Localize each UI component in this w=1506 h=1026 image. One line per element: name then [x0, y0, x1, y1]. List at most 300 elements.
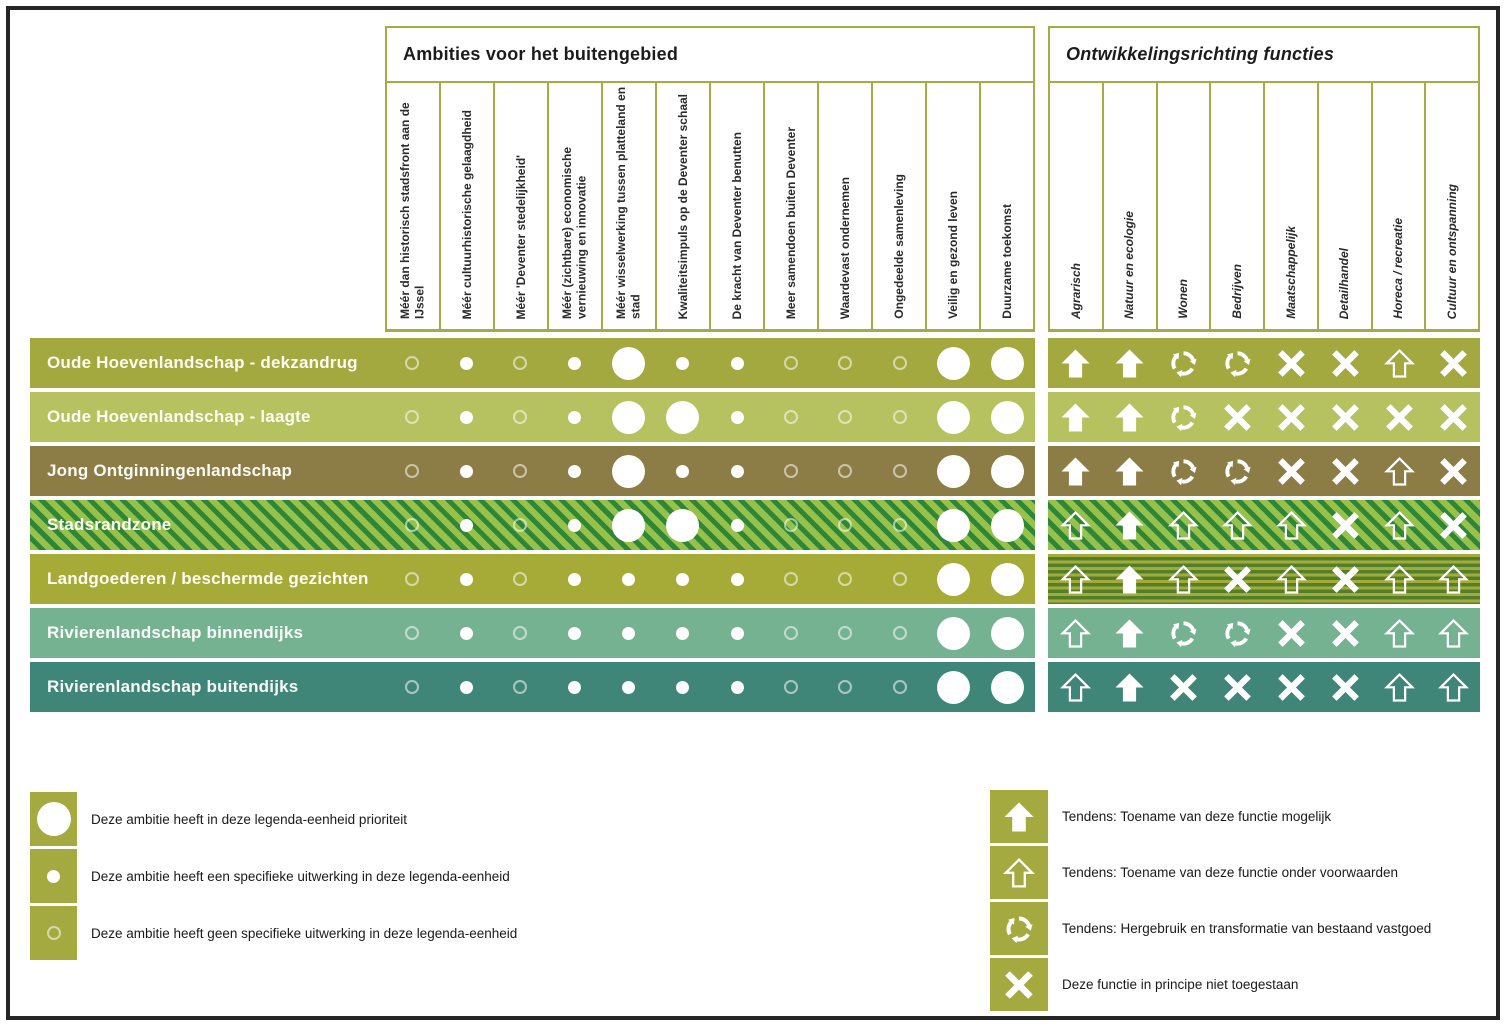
- column-header-label: Bedrijven: [1229, 264, 1244, 319]
- conditional-arrow-icon: [1060, 510, 1091, 541]
- column-header-label: Maatschappelijk: [1283, 226, 1298, 319]
- matrix-cell-function: [1102, 608, 1156, 658]
- no-uitwerking-circle-icon: [893, 464, 907, 478]
- increase-arrow-icon: [1060, 402, 1091, 433]
- increase-arrow-icon: [1114, 618, 1145, 649]
- matrix-cell-function: [1372, 608, 1426, 658]
- priority-circle-icon: [612, 455, 645, 488]
- conditional-arrow-icon: [1384, 564, 1415, 595]
- priority-circle-icon: [991, 671, 1024, 704]
- no-uitwerking-circle-icon: [784, 680, 798, 694]
- specific-circle-icon: [568, 411, 581, 424]
- specific-circle-icon: [731, 357, 744, 370]
- matrix-cell-function: [1210, 338, 1264, 388]
- matrix-cell-ambition: [710, 554, 764, 604]
- row-label: Landgoederen / beschermde gezichten: [47, 569, 369, 588]
- matrix-cell-ambition: [818, 392, 872, 442]
- row-band-functions: [1048, 662, 1480, 712]
- not-allowed-cross-icon: [1438, 348, 1469, 379]
- legend-item: [30, 792, 517, 846]
- row-band-ambitions: [30, 446, 1035, 496]
- no-uitwerking-circle-icon: [513, 464, 527, 478]
- specific-circle-icon: [731, 573, 744, 586]
- reuse-recycle-icon: [1003, 913, 1035, 945]
- priority-circle-icon: [991, 401, 1024, 434]
- legend-item-label: Deze functie in principe niet toegestaan: [1062, 977, 1299, 992]
- matrix-cell-ambition: [656, 338, 710, 388]
- specific-circle-icon: [460, 627, 473, 640]
- matrix-cell-function: [1426, 608, 1480, 658]
- no-uitwerking-circle-icon: [405, 572, 419, 586]
- matrix-cell-ambition: [439, 446, 493, 496]
- matrix-cell-function: [1264, 608, 1318, 658]
- matrix-cell-function: [1048, 608, 1102, 658]
- matrix-cell-function: [1372, 662, 1426, 712]
- matrix-cell-function: [1210, 662, 1264, 712]
- matrix-cell-function: [1156, 608, 1210, 658]
- specific-circle-icon: [676, 357, 689, 370]
- matrix-cell-ambition: [873, 554, 927, 604]
- not-allowed-cross-icon: [1003, 969, 1035, 1001]
- matrix-cell-function: [1102, 554, 1156, 604]
- matrix-cell-ambition: [981, 554, 1035, 604]
- priority-circle-icon: [991, 455, 1024, 488]
- not-allowed-cross-icon: [1276, 456, 1307, 487]
- column-header-label: Natuur en ecologie: [1122, 210, 1137, 319]
- no-uitwerking-circle-icon: [784, 356, 798, 370]
- matrix-cell-function: [1318, 338, 1372, 388]
- specific-circle-icon: [568, 519, 581, 532]
- priority-circle-icon: [937, 617, 970, 650]
- column-header-label: Méér dan historisch stadsfront aan de IJssel: [398, 102, 427, 319]
- row-band-ambitions: [30, 662, 1035, 712]
- legend-item: [30, 906, 517, 960]
- matrix-cell-ambition: [710, 338, 764, 388]
- conditional-arrow-icon: [1276, 510, 1307, 541]
- matrix-cell-ambition: [764, 608, 818, 658]
- priority-circle-icon: [666, 401, 699, 434]
- legend-item-label: Deze ambitie heeft in deze legenda-eenheid prioriteit: [91, 811, 407, 827]
- matrix-cell-ambition: [493, 338, 547, 388]
- no-uitwerking-circle-icon: [838, 410, 852, 424]
- column-header-label: Méér (zichtbare) economische vernieuwing en innovatie: [560, 146, 589, 319]
- reuse-recycle-icon: [1168, 456, 1199, 487]
- row-band-functions: [1048, 392, 1480, 442]
- column-header-label: Méér wisselwerking tussen platteland en stad: [614, 86, 643, 319]
- matrix-cell-function: [1318, 608, 1372, 658]
- legend-swatch: [990, 846, 1048, 899]
- legend-swatch: [30, 792, 77, 846]
- matrix-cell-ambition: [764, 392, 818, 442]
- specific-circle-icon: [460, 573, 473, 586]
- matrix-cell-function: [1264, 338, 1318, 388]
- matrix-cell-ambition: [818, 608, 872, 658]
- legend-item-label: Deze ambitie heeft een specifieke uitwerking in deze legenda-eenheid: [91, 868, 510, 884]
- matrix-cell-function: [1318, 500, 1372, 550]
- matrix-cell-ambition: [602, 392, 656, 442]
- matrix-cell-function: [1102, 392, 1156, 442]
- increase-arrow-icon: [1114, 456, 1145, 487]
- matrix-cell-function: [1426, 392, 1480, 442]
- matrix-cell-ambition: [385, 662, 439, 712]
- matrix-cell-function: [1426, 500, 1480, 550]
- no-uitwerking-circle-icon: [784, 464, 798, 478]
- matrix-cell-function: [1048, 554, 1102, 604]
- no-uitwerking-circle-icon: [405, 410, 419, 424]
- specific-circle-icon: [568, 357, 581, 370]
- specific-circle-icon: [676, 627, 689, 640]
- specific-circle-icon: [47, 870, 60, 883]
- matrix-cell-ambition: [602, 500, 656, 550]
- specific-circle-icon: [622, 627, 635, 640]
- increase-arrow-icon: [1003, 801, 1035, 833]
- legend-item-label: Tendens: Toename van deze functie mogelijk: [1062, 809, 1332, 824]
- legend-swatch: [30, 849, 77, 903]
- matrix-cell-function: [1048, 662, 1102, 712]
- matrix-cell-function: [1156, 662, 1210, 712]
- no-uitwerking-circle-icon: [784, 410, 798, 424]
- column-header-label: Veilig en gezond leven: [945, 190, 960, 319]
- row-band-ambitions: [30, 608, 1035, 658]
- specific-circle-icon: [731, 465, 744, 478]
- matrix-cell-ambition: [602, 662, 656, 712]
- conditional-arrow-icon: [1384, 348, 1415, 379]
- matrix-cell-function: [1156, 446, 1210, 496]
- row-band-ambitions: [30, 338, 1035, 388]
- matrix-cell-ambition: [548, 554, 602, 604]
- matrix-cell-ambition: [602, 446, 656, 496]
- matrix-cell-function: [1426, 662, 1480, 712]
- matrix-cell-ambition: [656, 608, 710, 658]
- priority-circle-icon: [991, 509, 1024, 542]
- not-allowed-cross-icon: [1330, 510, 1361, 541]
- matrix-cell-function: [1156, 338, 1210, 388]
- legend-item: [30, 849, 517, 903]
- row-band-ambitions: [30, 392, 1035, 442]
- row-band-functions: [1048, 338, 1480, 388]
- column-header-label: Meer samendoen buiten Deventer: [783, 126, 798, 319]
- matrix-cell-ambition: [710, 500, 764, 550]
- matrix-cell-ambition: [981, 662, 1035, 712]
- matrix-cell-function: [1372, 392, 1426, 442]
- row-label: Rivierenlandschap binnendijks: [47, 623, 304, 642]
- matrix-cell-ambition: [493, 662, 547, 712]
- reuse-recycle-icon: [1222, 348, 1253, 379]
- matrix-cell-function: [1372, 554, 1426, 604]
- matrix-cell-ambition: [927, 392, 981, 442]
- row-band-ambitions: [30, 554, 1035, 604]
- specific-circle-icon: [568, 681, 581, 694]
- matrix-cell-ambition: [439, 392, 493, 442]
- matrix-cell-ambition: [493, 554, 547, 604]
- reuse-recycle-icon: [1168, 402, 1199, 433]
- legend-swatch: [990, 958, 1048, 1011]
- matrix-cell-ambition: [385, 608, 439, 658]
- conditional-arrow-icon: [1384, 510, 1415, 541]
- priority-circle-icon: [937, 671, 970, 704]
- no-uitwerking-circle-icon: [47, 926, 61, 940]
- no-uitwerking-circle-icon: [784, 518, 798, 532]
- matrix-cell-function: [1318, 662, 1372, 712]
- specific-circle-icon: [731, 411, 744, 424]
- matrix-cell-ambition: [927, 500, 981, 550]
- no-uitwerking-circle-icon: [838, 464, 852, 478]
- matrix-cell-ambition: [385, 500, 439, 550]
- matrix-cell-ambition: [548, 338, 602, 388]
- specific-circle-icon: [622, 573, 635, 586]
- reuse-recycle-icon: [1168, 348, 1199, 379]
- not-allowed-cross-icon: [1438, 456, 1469, 487]
- no-uitwerking-circle-icon: [838, 572, 852, 586]
- priority-circle-icon: [991, 347, 1024, 380]
- matrix-cell-function: [1048, 338, 1102, 388]
- conditional-arrow-icon: [1438, 618, 1469, 649]
- matrix-cell-function: [1210, 446, 1264, 496]
- matrix-cell-ambition: [548, 608, 602, 658]
- not-allowed-cross-icon: [1222, 564, 1253, 595]
- matrix-cell-function: [1264, 662, 1318, 712]
- matrix-cell-ambition: [873, 500, 927, 550]
- matrix-cell-function: [1210, 500, 1264, 550]
- matrix-cell-ambition: [493, 608, 547, 658]
- matrix-cell-ambition: [764, 338, 818, 388]
- no-uitwerking-circle-icon: [513, 626, 527, 640]
- no-uitwerking-circle-icon: [513, 572, 527, 586]
- reuse-recycle-icon: [1222, 456, 1253, 487]
- conditional-arrow-icon: [1384, 672, 1415, 703]
- column-header-label: Duurzame toekomst: [999, 204, 1014, 319]
- no-uitwerking-circle-icon: [405, 680, 419, 694]
- row-band-functions: [1048, 446, 1480, 496]
- matrix-cell-ambition: [548, 662, 602, 712]
- matrix-cell-ambition: [764, 446, 818, 496]
- not-allowed-cross-icon: [1330, 672, 1361, 703]
- specific-circle-icon: [731, 519, 744, 532]
- matrix-cell-ambition: [439, 608, 493, 658]
- matrix-cell-function: [1156, 554, 1210, 604]
- matrix-cell-ambition: [385, 446, 439, 496]
- conditional-arrow-icon: [1060, 618, 1091, 649]
- increase-arrow-icon: [1114, 348, 1145, 379]
- legend-swatch: [30, 906, 77, 960]
- matrix-cell-ambition: [656, 392, 710, 442]
- no-uitwerking-circle-icon: [784, 572, 798, 586]
- matrix-cell-ambition: [548, 446, 602, 496]
- no-uitwerking-circle-icon: [405, 464, 419, 478]
- not-allowed-cross-icon: [1330, 618, 1361, 649]
- matrix-cell-ambition: [818, 500, 872, 550]
- legend-ambitions: [30, 792, 517, 960]
- matrix-cell-ambition: [873, 446, 927, 496]
- row-band-functions: [1048, 608, 1480, 658]
- priority-circle-icon: [37, 802, 71, 836]
- matrix-cell-ambition: [656, 500, 710, 550]
- matrix-cell-function: [1264, 554, 1318, 604]
- matrix-cell-function: [1048, 500, 1102, 550]
- matrix-cell-ambition: [981, 392, 1035, 442]
- matrix-cell-ambition: [385, 338, 439, 388]
- conditional-arrow-icon: [1003, 857, 1035, 889]
- matrix-cell-ambition: [981, 446, 1035, 496]
- conditional-arrow-icon: [1438, 564, 1469, 595]
- conditional-arrow-icon: [1438, 672, 1469, 703]
- no-uitwerking-circle-icon: [405, 518, 419, 532]
- not-allowed-cross-icon: [1330, 564, 1361, 595]
- specific-circle-icon: [731, 627, 744, 640]
- no-uitwerking-circle-icon: [893, 356, 907, 370]
- matrix-cell-ambition: [818, 446, 872, 496]
- matrix-cell-function: [1318, 392, 1372, 442]
- matrix-cell-ambition: [656, 662, 710, 712]
- matrix-cell-ambition: [602, 608, 656, 658]
- no-uitwerking-circle-icon: [893, 518, 907, 532]
- row-band-functions: [1048, 554, 1480, 604]
- legend-item-label: Tendens: Hergebruik en transformatie van bestaand vastgoed: [1062, 921, 1432, 936]
- no-uitwerking-circle-icon: [893, 410, 907, 424]
- specific-circle-icon: [676, 465, 689, 478]
- not-allowed-cross-icon: [1276, 618, 1307, 649]
- matrix-cell-ambition: [656, 446, 710, 496]
- conditional-arrow-icon: [1384, 618, 1415, 649]
- matrix-cell-ambition: [385, 392, 439, 442]
- matrix-cell-ambition: [764, 500, 818, 550]
- matrix-cell-ambition: [873, 608, 927, 658]
- ambition-cells: [385, 392, 1035, 442]
- matrix-cell-function: [1048, 392, 1102, 442]
- matrix-cell-ambition: [493, 500, 547, 550]
- priority-circle-icon: [666, 509, 699, 542]
- row-label: Oude Hoevenlandschap - dekzandrug: [47, 353, 358, 372]
- increase-arrow-icon: [1114, 402, 1145, 433]
- matrix-cell-ambition: [873, 392, 927, 442]
- legend-item-label: Tendens: Toename van deze functie onder voorwaarden: [1062, 865, 1398, 880]
- priority-circle-icon: [937, 563, 970, 596]
- priority-circle-icon: [937, 455, 970, 488]
- matrix-cell-ambition: [548, 500, 602, 550]
- matrix-cell-ambition: [493, 392, 547, 442]
- matrix-cell-ambition: [981, 500, 1035, 550]
- matrix-cell-ambition: [710, 446, 764, 496]
- matrix-cell-function: [1372, 500, 1426, 550]
- matrix-cell-ambition: [818, 662, 872, 712]
- matrix-cell-ambition: [439, 500, 493, 550]
- column-header-label: Agrarisch: [1068, 262, 1083, 319]
- column-header-label: Ongedeelde samenleving: [891, 174, 906, 319]
- matrix-cell-ambition: [927, 446, 981, 496]
- matrix-cell-function: [1264, 500, 1318, 550]
- matrix-cell-function: [1210, 392, 1264, 442]
- specific-circle-icon: [460, 357, 473, 370]
- column-header-label: Méér 'Deventer stedelijkheid': [513, 154, 528, 319]
- matrix-cell-ambition: [927, 662, 981, 712]
- priority-circle-icon: [612, 347, 645, 380]
- row-label: Stadsrandzone: [47, 515, 172, 534]
- no-uitwerking-circle-icon: [893, 572, 907, 586]
- ambitions-header-title: Ambities voor het buitengebied: [387, 28, 1033, 83]
- row-label: Oude Hoevenlandschap - laagte: [47, 407, 311, 426]
- ambition-cells: [385, 554, 1035, 604]
- legend-item: [990, 790, 1431, 843]
- not-allowed-cross-icon: [1276, 348, 1307, 379]
- legend-swatch: [990, 902, 1048, 955]
- matrix-cell-ambition: [818, 554, 872, 604]
- no-uitwerking-circle-icon: [838, 356, 852, 370]
- matrix-cell-function: [1318, 446, 1372, 496]
- column-header-label: Méér cultuurhistorische gelaagdheid: [459, 109, 474, 319]
- matrix-cell-ambition: [656, 554, 710, 604]
- matrix-cell-function: [1264, 392, 1318, 442]
- matrix-cell-function: [1372, 338, 1426, 388]
- not-allowed-cross-icon: [1438, 510, 1469, 541]
- no-uitwerking-circle-icon: [838, 680, 852, 694]
- priority-circle-icon: [937, 509, 970, 542]
- reuse-recycle-icon: [1168, 618, 1199, 649]
- conditional-arrow-icon: [1168, 564, 1199, 595]
- conditional-arrow-icon: [1060, 672, 1091, 703]
- matrix-cell-ambition: [710, 392, 764, 442]
- matrix-cell-ambition: [548, 392, 602, 442]
- no-uitwerking-circle-icon: [893, 626, 907, 640]
- legend-item: [990, 958, 1431, 1011]
- ambition-cells: [385, 338, 1035, 388]
- column-header-label: Kwaliteitsimpuls op de Deventer schaal: [675, 93, 690, 319]
- column-header-label: Cultuur en ontspanning: [1444, 183, 1459, 319]
- matrix-cell-ambition: [981, 338, 1035, 388]
- ambition-cells: [385, 500, 1035, 550]
- functions-header-title: Ontwikkelingsrichting functies: [1050, 28, 1478, 83]
- matrix-cell-function: [1102, 338, 1156, 388]
- legend-item: [990, 846, 1431, 899]
- specific-circle-icon: [622, 681, 635, 694]
- not-allowed-cross-icon: [1168, 672, 1199, 703]
- no-uitwerking-circle-icon: [893, 680, 907, 694]
- matrix-cell-function: [1102, 446, 1156, 496]
- no-uitwerking-circle-icon: [513, 356, 527, 370]
- matrix-cell-function: [1210, 554, 1264, 604]
- increase-arrow-icon: [1060, 456, 1091, 487]
- legend-functions: [990, 790, 1431, 1011]
- no-uitwerking-circle-icon: [405, 626, 419, 640]
- matrix-cell-function: [1426, 446, 1480, 496]
- matrix-cell-ambition: [927, 338, 981, 388]
- matrix-cell-ambition: [710, 608, 764, 658]
- priority-circle-icon: [991, 563, 1024, 596]
- not-allowed-cross-icon: [1222, 672, 1253, 703]
- specific-circle-icon: [568, 627, 581, 640]
- ambition-cells: [385, 446, 1035, 496]
- priority-circle-icon: [612, 509, 645, 542]
- increase-arrow-icon: [1060, 348, 1091, 379]
- matrix-cell-ambition: [764, 554, 818, 604]
- matrix-cell-ambition: [873, 662, 927, 712]
- conditional-arrow-icon: [1276, 564, 1307, 595]
- no-uitwerking-circle-icon: [513, 410, 527, 424]
- row-band-ambitions: [30, 500, 1035, 550]
- matrix-cell-function: [1372, 446, 1426, 496]
- no-uitwerking-circle-icon: [513, 680, 527, 694]
- conditional-arrow-icon: [1384, 456, 1415, 487]
- matrix-cell-function: [1210, 608, 1264, 658]
- matrix-cell-function: [1102, 500, 1156, 550]
- matrix-cell-ambition: [818, 338, 872, 388]
- specific-circle-icon: [568, 573, 581, 586]
- specific-circle-icon: [460, 681, 473, 694]
- specific-circle-icon: [676, 573, 689, 586]
- matrix-cell-ambition: [602, 554, 656, 604]
- matrix-cell-ambition: [439, 338, 493, 388]
- column-header-label: Detailhandel: [1337, 247, 1352, 319]
- legend-swatch: [990, 790, 1048, 843]
